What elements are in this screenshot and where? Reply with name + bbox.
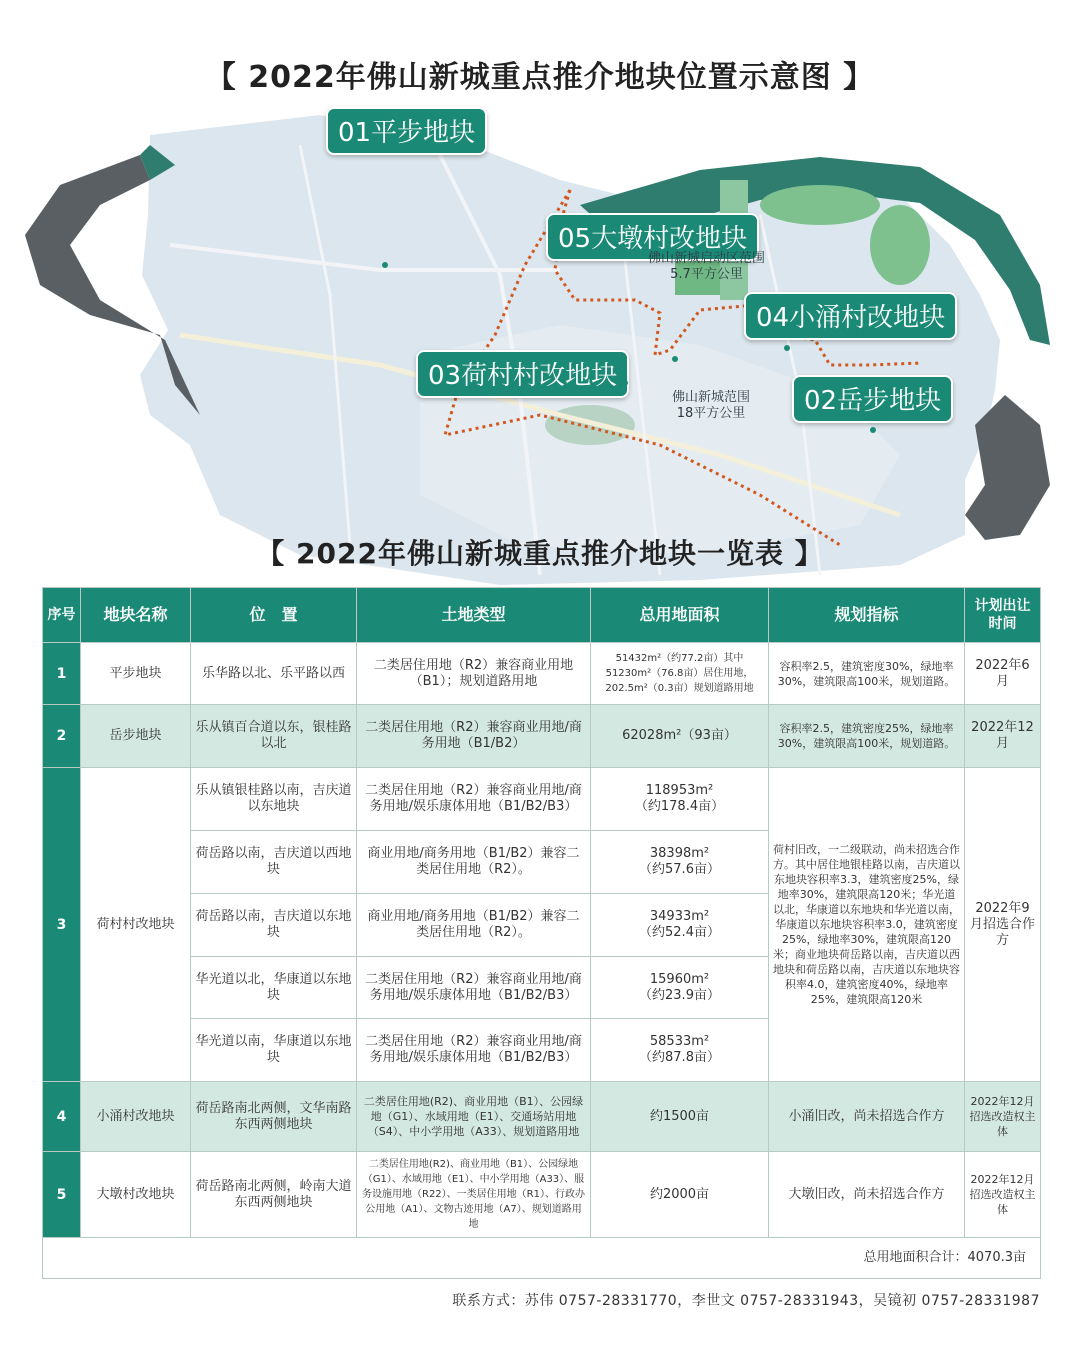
- area-value: 38398m²: [649, 846, 710, 861]
- startup-zone-label: [648, 251, 765, 283]
- marker-02-yuebu[interactable]: 02岳步地块: [792, 375, 953, 423]
- row-land-type: 二类居住用地(R2)、商业用地（B1）、公园绿地（G1）、水域用地（E1）、中小学用地（A33）、服务设施用地（R22）、一类居住用地（R1）、行政办公用地（A1）、文物古迹用地（A7）、规划道路用地: [357, 1152, 591, 1238]
- header-seq: 序号: [43, 588, 81, 643]
- area-mu: （约87.8亩）: [639, 1050, 720, 1065]
- table-row: [43, 705, 1041, 768]
- marker-03-pin: [622, 380, 628, 386]
- row-plan: 荷村旧改，一二级联动，尚未招选合作方。其中居住地银桂路以南，吉庆道以东地块容积率3.3，建筑密度25%，绿地率30%，建筑限高120米；华光道以北，华康道以东地块和华光道以南，华康道以东地块容积率3.0，建筑密度25%，绿地率30%，建筑限高120米；商业地块荷岳路以南，吉庆道以西地块和荷岳路以南，吉庆道以东地块容积率4.0，建筑密度40%，绿地率25%，建筑限高120米: [769, 768, 965, 1082]
- row-area: 51432m²（约77.2亩）其中51230m²（76.8亩）居住用地，202.5m²（0.3亩）规划道路用地: [591, 643, 769, 705]
- row-land-type: 商业用地/商务用地（B1/B2）兼容二类居住用地（R2）。: [357, 894, 591, 957]
- row-area: [591, 1019, 769, 1082]
- row-time: 2022年6月: [965, 643, 1041, 705]
- table-row: [43, 768, 1041, 831]
- table-row: [43, 1152, 1041, 1238]
- row-seq: 3: [43, 768, 81, 1082]
- row-land-type: 二类居住用地（R2）兼容商业用地/商务用地（B1/B2）: [357, 705, 591, 768]
- row-plan: 大墩旧改，尚未招选合作方: [769, 1152, 965, 1238]
- area-value: 34933m²: [649, 909, 710, 924]
- marker-05-dadun[interactable]: 05大墩村改地块: [546, 213, 759, 261]
- startup-zone-area: 5.7平方公里: [670, 267, 743, 282]
- row-time: 2022年12月招选改造权主体: [965, 1082, 1041, 1152]
- marker-03-hecun[interactable]: 03荷村村改地块: [416, 350, 629, 398]
- map-title: 【 2022年佛山新城重点推介地块位置示意图 】: [205, 60, 875, 95]
- table-header-row: [43, 588, 1041, 643]
- startup-zone-name: 佛山新城启动区范围: [648, 251, 766, 266]
- area-mu: （约52.4亩）: [639, 925, 720, 940]
- row-seq: 1: [43, 643, 81, 705]
- area-mu: （约57.6亩）: [639, 862, 720, 877]
- marker-04-xiaoyong[interactable]: 04小涌村改地块: [744, 292, 957, 340]
- row-name: 大墩村改地块: [81, 1152, 191, 1238]
- total-area: 总用地面积合计：4070.3亩: [43, 1238, 1041, 1279]
- header-plan: 规划指标: [769, 588, 965, 643]
- row-plan: 容积率2.5，建筑密度30%，绿地率30%，建筑限高100米，规划道路。: [769, 643, 965, 705]
- header-time: 计划出让时间: [965, 588, 1041, 643]
- row-land-type: 二类居住用地（R2）兼容商业用地（B1）；规划道路用地: [357, 643, 591, 705]
- header-location: 位 置: [191, 588, 357, 643]
- location-map[interactable]: [0, 95, 1080, 590]
- row-seq: 2: [43, 705, 81, 768]
- row-location: 荷岳路南北两侧，文华南路东西两侧地块: [191, 1082, 357, 1152]
- row-area: 约2000亩: [591, 1152, 769, 1238]
- area-value: 118953m²: [645, 783, 714, 798]
- row-name: 岳步地块: [81, 705, 191, 768]
- area-value: 15960m²: [649, 971, 710, 987]
- header-area: 总用地面积: [591, 588, 769, 643]
- area-value: 58533m²: [649, 1034, 710, 1049]
- row-location: 乐华路以北、乐平路以西: [191, 643, 357, 705]
- row-name: 小涌村改地块: [81, 1082, 191, 1152]
- city-zone-area: 18平方公里: [676, 406, 746, 421]
- row-land-type: 二类居住用地（R2）兼容商业用地/商务用地/娱乐康体用地（B1/B2/B3）: [357, 957, 591, 1019]
- header-name: 地块名称: [81, 588, 191, 643]
- row-location: 荷岳路南北两侧，岭南大道东西两侧地块: [191, 1152, 357, 1238]
- marker-01-pin: [382, 262, 388, 268]
- marker-05-pin: [672, 356, 678, 362]
- row-land-type: 二类居住用地(R2)、商业用地（B1）、公园绿地（G1）、水域用地（E1）、交通场站用地（S4）、中小学用地（A33）、规划道路用地: [357, 1082, 591, 1152]
- row-land-type: 二类居住用地（R2）兼容商业用地/商务用地/娱乐康体用地（B1/B2/B3）: [357, 768, 591, 831]
- table-row: [43, 1082, 1041, 1152]
- plots-table: [42, 587, 1041, 1279]
- row-area: [591, 894, 769, 957]
- row-land-type: 二类居住用地（R2）兼容商业用地/商务用地/娱乐康体用地（B1/B2/B3）: [357, 1019, 591, 1082]
- row-name: 荷村村改地块: [81, 768, 191, 1082]
- row-location: 华光道以南，华康道以东地块: [191, 1019, 357, 1082]
- row-seq: 5: [43, 1152, 81, 1238]
- row-plan: 小涌旧改，尚未招选合作方: [769, 1082, 965, 1152]
- table-row: [43, 643, 1041, 705]
- total-row: [43, 1238, 1041, 1279]
- marker-02-pin: [870, 427, 876, 433]
- row-name: 平步地块: [81, 643, 191, 705]
- row-time: 2022年12月: [965, 705, 1041, 768]
- city-zone-name: 佛山新城范围: [672, 390, 751, 405]
- area-mu: （约178.4亩）: [634, 799, 725, 814]
- table-title: 【 2022年佛山新城重点推介地块一览表 】: [256, 537, 824, 570]
- row-seq: 4: [43, 1082, 81, 1152]
- city-zone-label: [672, 390, 750, 422]
- area-mu: （约23.9亩）: [639, 987, 720, 1003]
- row-location: 华光道以北，华康道以东地块: [191, 957, 357, 1019]
- marker-04-pin: [784, 345, 790, 351]
- marker-01-pingbu[interactable]: 01平步地块: [326, 107, 487, 155]
- row-land-type: 商业用地/商务用地（B1/B2）兼容二类居住用地（R2）。: [357, 831, 591, 894]
- contact-info: 联系方式：苏伟 0757-28331770，李世文 0757-28331943，吴镜初 0757-28331987: [452, 1293, 1040, 1309]
- row-area: [591, 831, 769, 894]
- row-area: 约1500亩: [591, 1082, 769, 1152]
- row-area: 62028m²（93亩）: [591, 705, 769, 768]
- row-time: 2022年9月招选合作方: [965, 768, 1041, 1082]
- row-plan: 容积率2.5，建筑密度25%，绿地率30%，建筑限高100米，规划道路。: [769, 705, 965, 768]
- row-location: 乐从镇银桂路以南，吉庆道以东地块: [191, 768, 357, 831]
- row-location: 荷岳路以南，吉庆道以西地块: [191, 831, 357, 894]
- row-area: [591, 768, 769, 831]
- map-graphic: [0, 95, 1080, 590]
- row-time: 2022年12月招选改造权主体: [965, 1152, 1041, 1238]
- row-location: 荷岳路以南，吉庆道以东地块: [191, 894, 357, 957]
- row-area: [591, 957, 769, 1019]
- row-location: 乐从镇百合道以东，银桂路以北: [191, 705, 357, 768]
- header-land-type: 土地类型: [357, 588, 591, 643]
